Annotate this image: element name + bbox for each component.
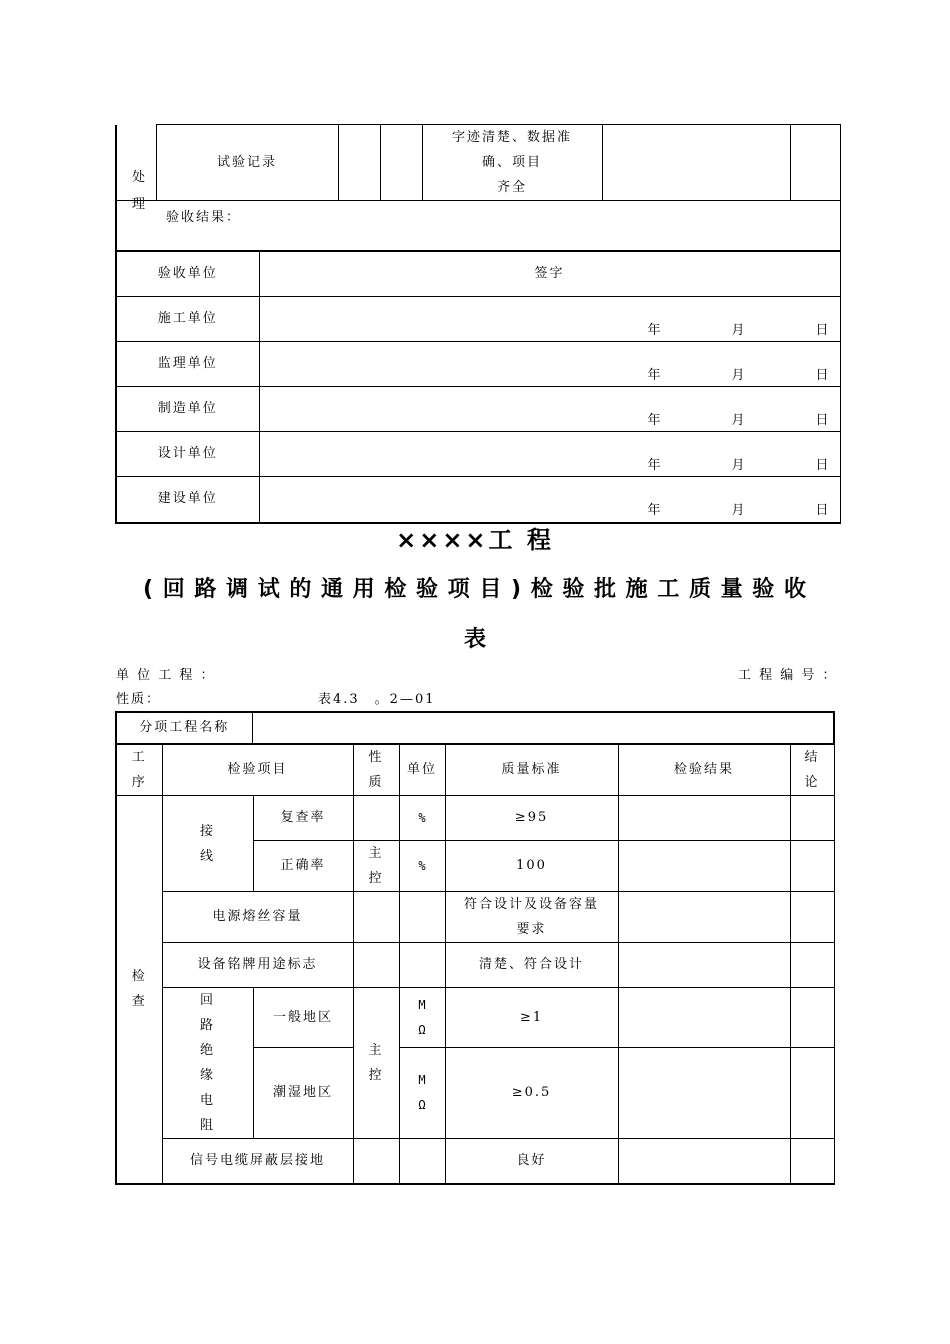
- unit-review-rate: %: [399, 796, 445, 841]
- empty-cell: [353, 943, 399, 988]
- sign-date: 年 月 日: [259, 297, 840, 342]
- sign-date: 年 月 日: [259, 432, 840, 477]
- table-header-row: [116, 744, 834, 796]
- table-row: [116, 943, 834, 988]
- result-cell: [618, 988, 790, 1048]
- result-cell: [618, 892, 790, 943]
- standard-review-rate: ≥95: [445, 796, 618, 841]
- header-item: 检验项目: [162, 744, 353, 796]
- table-row: [116, 796, 834, 841]
- doc-title-line3: 表: [463, 627, 486, 652]
- empty-cell: [399, 943, 445, 988]
- process-cell: [116, 125, 156, 201]
- sign-unit-supervision: 监理单位: [116, 342, 259, 387]
- empty-cell: [399, 892, 445, 943]
- table-row: [116, 988, 834, 1048]
- empty-cell: [353, 1139, 399, 1184]
- signature-table: [115, 250, 841, 524]
- result-cell: [618, 1048, 790, 1139]
- header-result: 检验结果: [618, 744, 790, 796]
- standard-humid-area: ≥0.5: [445, 1048, 618, 1139]
- standard-shield-ground: 良好: [445, 1139, 618, 1184]
- item-general-area: 一般地区: [253, 988, 353, 1048]
- empty-cell: [380, 125, 422, 201]
- table-row: [116, 1139, 834, 1184]
- result-cell: [618, 943, 790, 988]
- sign-header-unit: 验收单位: [116, 251, 259, 297]
- conclusion-cell: [790, 841, 834, 892]
- sub-project-name-label: 分项工程名称: [116, 712, 252, 744]
- result-cell: [618, 796, 790, 841]
- unit-humid-area: M Ω: [399, 1048, 445, 1139]
- header-nature: 性 质: [353, 744, 399, 796]
- empty-cell: [338, 125, 380, 201]
- conclusion-cell: [790, 988, 834, 1048]
- standard-correct-rate: 100: [445, 841, 618, 892]
- header-unit: 单位: [399, 744, 445, 796]
- unit-general-area: M Ω: [399, 988, 445, 1048]
- test-record-standard: 字迹清楚、数据准 确、项目 齐全: [422, 125, 602, 201]
- conclusion-cell: [790, 1139, 834, 1184]
- empty-cell: [353, 892, 399, 943]
- table-row: [116, 892, 834, 943]
- nature-correct-rate: 主 控: [353, 841, 399, 892]
- unit-correct-rate: %: [399, 841, 445, 892]
- wiring-label: 接 线: [162, 796, 253, 892]
- sign-unit-owner: 建设单位: [116, 477, 259, 523]
- doc-title-line1: ××××工 程: [396, 526, 554, 554]
- test-record-result: [602, 125, 790, 201]
- unit-project-label: 单 位 工 程 ：: [116, 668, 216, 683]
- item-shield-ground: 信号电缆屏蔽层接地: [162, 1139, 353, 1184]
- item-humid-area: 潮湿地区: [253, 1048, 353, 1139]
- conclusion-cell: [790, 943, 834, 988]
- standard-nameplate: 清楚、符合设计: [445, 943, 618, 988]
- item-fuse-capacity: 电源熔丝容量: [162, 892, 353, 943]
- sign-unit-manufacture: 制造单位: [116, 387, 259, 432]
- acceptance-result-label: 验收结果：: [166, 210, 242, 225]
- sub-project-name-value: [252, 712, 834, 744]
- result-cell: [618, 1139, 790, 1184]
- sign-date: 年 月 日: [259, 387, 840, 432]
- conclusion-cell: [790, 1048, 834, 1139]
- process-char-2: 理: [132, 197, 148, 212]
- conclusion-cell: [790, 892, 834, 943]
- top-table-row-test-record: [115, 124, 841, 201]
- item-review-rate: 复查率: [253, 796, 353, 841]
- project-number-label: 工 程 编 号 ：: [738, 668, 838, 683]
- doc-title-line2: ( 回 路 调 试 的 通 用 检 验 项 目 ) 检 验 批 施 工 质 量 验 收: [143, 577, 807, 602]
- header-conclusion: 结 论: [790, 744, 834, 796]
- process-char-1: 处: [132, 170, 148, 185]
- header-standard: 质量标准: [445, 744, 618, 796]
- item-nameplate: 设备铭牌用途标志: [162, 943, 353, 988]
- sub-project-name-table: [115, 711, 835, 745]
- sign-date: 年 月 日: [259, 477, 840, 523]
- table-code: 表4.3 。2—01: [318, 692, 436, 707]
- sign-unit-construction: 施工单位: [116, 297, 259, 342]
- empty-cell: [399, 1139, 445, 1184]
- standard-general-area: ≥1: [445, 988, 618, 1048]
- process-check: 检 查: [116, 796, 162, 1184]
- nature-label: 性质：: [116, 692, 162, 707]
- sign-header-signature: 签字: [259, 251, 840, 297]
- item-correct-rate: 正确率: [253, 841, 353, 892]
- conclusion-cell: [790, 796, 834, 841]
- nature-insulation: 主 控: [353, 988, 399, 1139]
- insulation-group-label: 回 路 绝 缘 电 阻: [162, 988, 253, 1139]
- result-cell: [618, 841, 790, 892]
- sign-unit-design: 设计单位: [116, 432, 259, 477]
- inspection-table: [115, 743, 835, 1185]
- sign-date: 年 月 日: [259, 342, 840, 387]
- test-record-label: 试验记录: [156, 125, 338, 201]
- test-record-conclusion: [790, 125, 840, 201]
- nature-review-rate: [353, 796, 399, 841]
- standard-fuse-capacity: 符合设计及设备容量 要求: [445, 892, 618, 943]
- header-process: 工 序: [116, 744, 162, 796]
